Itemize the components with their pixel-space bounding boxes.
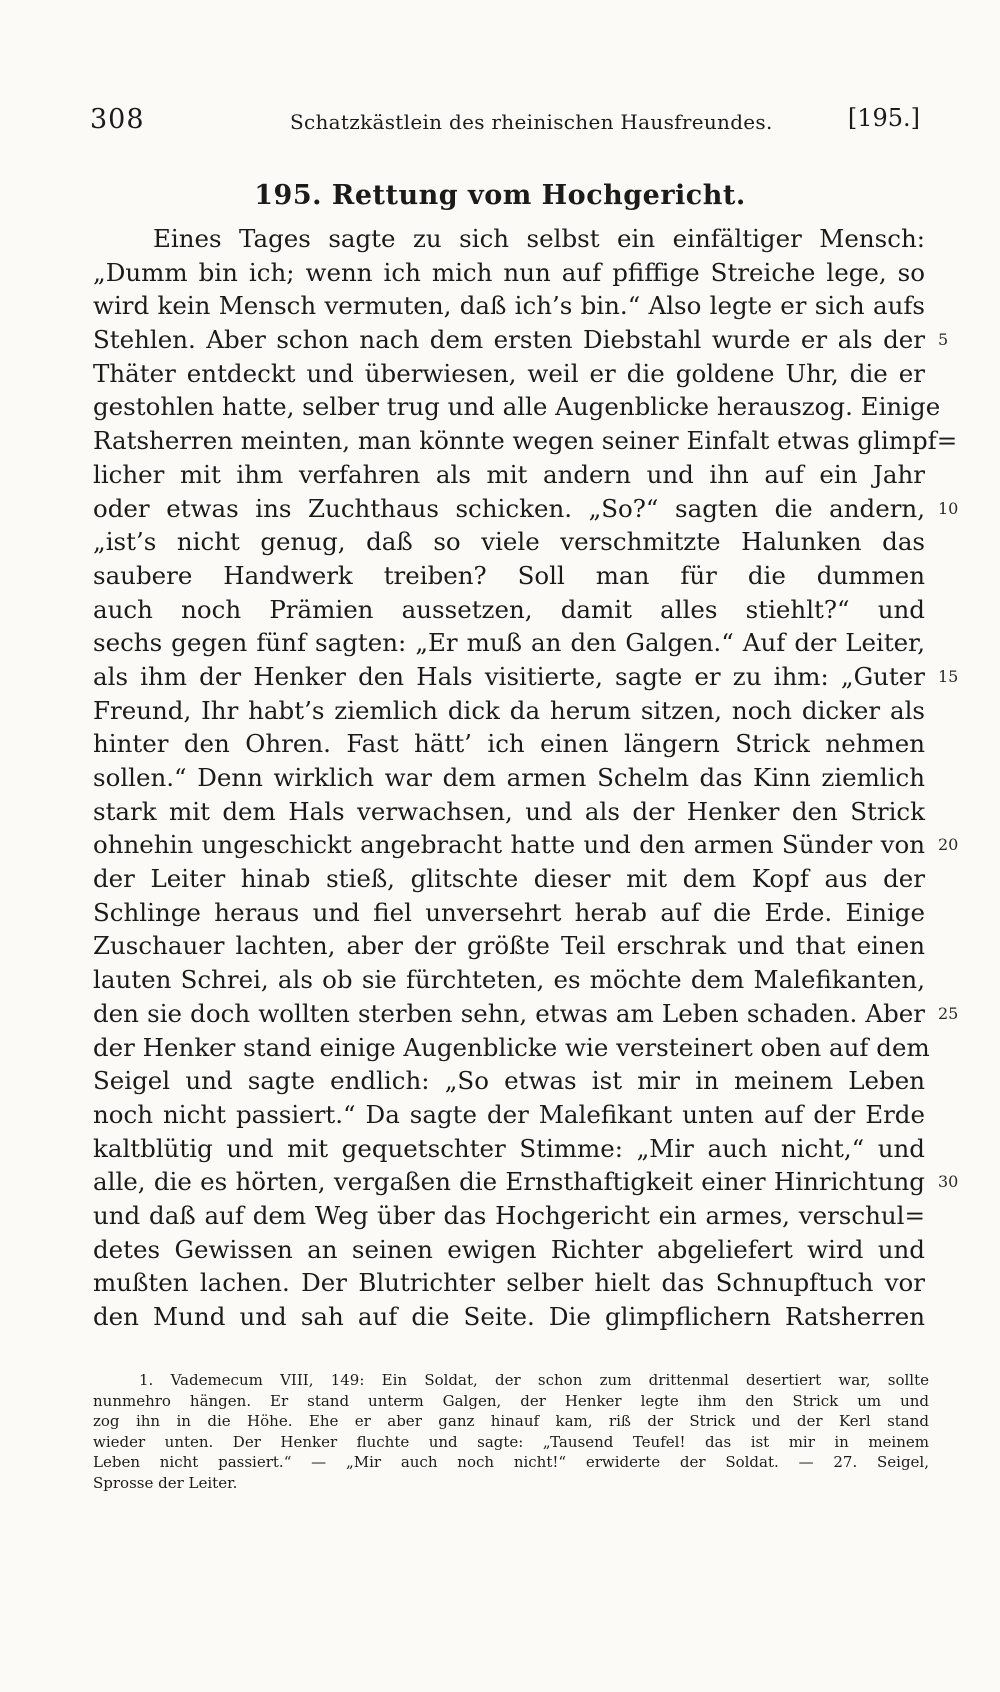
section-mark: [195.] — [847, 104, 920, 132]
page-number: 308 — [90, 104, 145, 135]
text-line: und daß auf dem Weg über das Hochgericht ein armes, verschul= — [93, 1200, 925, 1230]
footnote-line: nunmehro hängen. Er stand unterm Galgen, der Henker legte ihm den Strick um und — [93, 1391, 929, 1410]
story-heading: 195. Rettung vom Hochgericht. — [254, 180, 746, 211]
text-line: alle, die es hörten, vergaßen die Ernsthaftigkeit einer Hinrichtung 30 — [93, 1165, 925, 1199]
text-line: den Mund und sah auf die Seite. Die glimpflichern Ratsherren — [93, 1302, 925, 1331]
line-number: 20 — [938, 835, 959, 855]
footnote-line: Leben nicht passiert.“ — „Mir auch noch nicht!“ erwiderte der Soldat. — 27. Seigel, — [93, 1453, 929, 1471]
text-line: der Leiter hinab stieß, glitschte dieser mit dem Kopf aus der — [93, 864, 925, 894]
text-line: sechs gegen fünf sagten: „Er muß an den Galgen.“ Auf der Leiter, — [93, 628, 925, 658]
text-line: kaltblütig und mit gequetschter Stimme: „Mir auch nicht,“ und — [93, 1133, 925, 1163]
text-line: Stehlen. Aber schon nach dem ersten Diebstahl wurde er als der 5 — [93, 323, 925, 357]
line-number: 25 — [938, 1003, 959, 1023]
footnote-line: 1. Vademecum VIII, 149: Ein Soldat, der schon zum drittenmal desertiert war, sollte — [139, 1371, 929, 1389]
text-line: Schlinge heraus und fiel unversehrt herab auf die Erde. Einige — [93, 897, 925, 927]
text-line: hinter den Ohren. Fast hätt’ ich einen längern Strick nehmen — [93, 729, 925, 759]
text-line: Zuschauer lachten, aber der größte Teil erschrak und that einen — [93, 931, 925, 961]
line-number: 10 — [938, 498, 959, 518]
text-line: oder etwas ins Zuchthaus schicken. „So?“ sagten die andern, 10 — [93, 492, 925, 526]
text-line: Freund, Ihr habt’s ziemlich dick da herum sitzen, noch dicker als — [93, 695, 925, 725]
line-number: 5 — [938, 330, 949, 350]
footnote-line: zog ihn in die Höhe. Ehe er aber ganz hinauf kam, riß der Strick und der Kerl stand — [93, 1412, 929, 1430]
running-head-title: Schatzkästlein des rheinischen Hausfreundes. — [290, 110, 773, 134]
text-line: „ist’s nicht genug, daß so viele verschmitzte Halunken das — [93, 527, 925, 557]
footnote — [93, 1370, 929, 1493]
text-line: Seigel und sagte endlich: „So etwas ist mir in meinem Leben — [93, 1066, 925, 1096]
line-number: 15 — [938, 666, 959, 686]
text-line: als ihm der Henker den Hals visitierte, sagte er zu ihm: „Guter 15 — [93, 660, 925, 694]
text-line: den sie doch wollten sterben sehn, etwas am Leben schaden. Aber 25 — [93, 997, 925, 1031]
footnote-line: wieder unten. Der Henker fluchte und sagte: „Tausend Teufel! das ist mir in meinem — [93, 1432, 929, 1451]
text-line: detes Gewissen an seinen ewigen Richter abgeliefert wird und — [93, 1234, 925, 1264]
text-line: Eines Tages sagte zu sich selbst ein einfältiger Mensch: — [153, 224, 925, 253]
text-line: licher mit ihm verfahren als mit andern und ihn auf ein Jahr — [93, 459, 925, 489]
text-line: mußten lachen. Der Blutrichter selber hielt das Schnupftuch vor — [93, 1268, 925, 1298]
line-number: 30 — [938, 1172, 959, 1192]
story-body — [93, 222, 959, 1334]
text-line: Ratsherren meinten, man könnte wegen seiner Einfalt etwas glimpf= — [93, 426, 958, 456]
text-line: stark mit dem Hals verwachsen, und als der Henker den Strick — [93, 796, 925, 826]
text-line: lauten Schrei, als ob sie fürchteten, es möchte dem Malefikanten, — [93, 965, 925, 995]
text-line: saubere Handwerk treiben? Soll man für die dummen — [93, 560, 925, 590]
text-line: gestohlen hatte, selber trug und alle Augenblicke herauszog. Einige — [93, 392, 941, 422]
text-line: der Henker stand einige Augenblicke wie versteinert oben auf dem — [93, 1032, 930, 1062]
text-line: Thäter entdeckt und überwiesen, weil er die goldene Uhr, die er — [93, 358, 925, 388]
footnote-line: Sprosse der Leiter. — [93, 1473, 238, 1492]
text-line: wird kein Mensch vermuten, daß ich’s bin.“ Also legte er sich aufs — [93, 291, 925, 321]
text-line: sollen.“ Denn wirklich war dem armen Schelm das Kinn ziemlich — [93, 763, 925, 792]
text-line: ohnehin ungeschickt angebracht hatte und den armen Sünder von 20 — [93, 828, 925, 862]
text-line: noch nicht passiert.“ Da sagte der Malefikant unten auf der Erde — [93, 1099, 925, 1129]
text-line: auch noch Prämien aussetzen, damit alles stiehlt?“ und — [93, 594, 925, 624]
text-line: „Dumm bin ich; wenn ich mich nun auf pfiffige Streiche lege, so — [93, 257, 925, 287]
running-head — [90, 104, 920, 140]
